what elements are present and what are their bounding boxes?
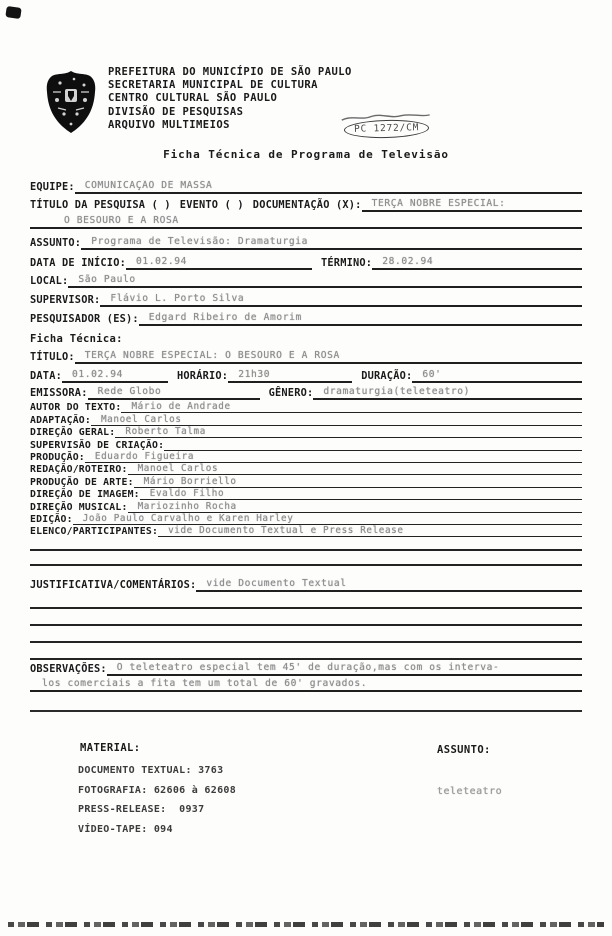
data-value: 01.02.94 — [62, 369, 168, 383]
justificativa-label: JUSTIFICATIVA/COMENTÁRIOS: — [30, 579, 197, 591]
org-line-4: DIVISÃO DE PESQUISAS — [108, 105, 244, 118]
org-lines — [108, 66, 352, 132]
edicao-value: João Paulo Carvalho e Karen Harley — [73, 513, 582, 525]
evento-checkbox-label: EVENTO ( ) — [179, 199, 244, 211]
local-value: São Paulo — [68, 274, 582, 288]
datas-row — [30, 250, 582, 270]
tipo-value-line2: O BESOURO E A ROSA — [30, 215, 582, 229]
titulo-row — [30, 346, 582, 364]
observacoes-row — [30, 660, 582, 676]
credits-section — [30, 401, 582, 566]
fotografia-value: 62606 à 62608 — [153, 784, 237, 796]
document-header — [44, 66, 352, 134]
redacao-roteiro-value: Manoel Carlos — [128, 463, 582, 475]
tipo-row — [30, 194, 582, 212]
direcao-imagem-label: DIREÇÃO DE IMAGEM: — [30, 489, 140, 501]
form-title: Ficha Técnica de Programa de Televisão — [163, 148, 449, 161]
observacoes-section — [30, 660, 582, 692]
org-line-1: PREFEITURA DO MUNICÍPIO DE SÃO PAULO — [108, 66, 352, 78]
elenco-label: ELENCO/PARTICIPANTES: — [30, 526, 159, 538]
observacoes-label: OBSERVAÇÕES: — [30, 663, 107, 675]
material-item — [78, 781, 236, 801]
data-label: DATA: — [30, 370, 62, 382]
doc-textual-value: 3763 — [198, 765, 224, 776]
termino-value: 28.02.94 — [372, 256, 582, 270]
sao-paulo-coat-of-arms-logo — [44, 70, 98, 134]
autor-texto-label: AUTOR DO TEXTO: — [30, 402, 122, 414]
identification-section — [30, 176, 582, 326]
assunto-heading: ASSUNTO: — [437, 744, 491, 756]
supervisao-criacao-label: SUPERVISÃO DE CRIAÇÃO: — [30, 439, 165, 451]
credit-row — [30, 463, 582, 475]
adaptacao-label: ADAPTAÇÃO: — [30, 414, 91, 426]
adaptacao-value: Manoel Carlos — [91, 414, 582, 426]
producao-label: PRODUÇÃO: — [30, 451, 85, 463]
org-line-2: SECRETARIA MUNICIPAL DE CULTURA — [108, 79, 318, 92]
video-tape-value: 094 — [153, 823, 173, 835]
titulo-pesquisa-checkbox-label: TÍTULO DA PESQUISA ( ) — [30, 199, 171, 211]
assunto-value: Programa de Televisão: Dramaturgia — [81, 236, 582, 250]
ficha-tecnica-section — [30, 346, 582, 400]
registry-stamp — [344, 119, 430, 139]
supervisor-row — [30, 288, 582, 307]
video-tape-label: VÍDEO-TAPE: — [78, 823, 148, 835]
stamp-code: PC 1272/CM — [344, 119, 430, 139]
scan-artifact-blob — [5, 6, 21, 19]
producao-arte-label: PRODUÇÃO DE ARTE: — [30, 476, 134, 488]
ficha-tecnica-heading: Ficha Técnica: — [30, 333, 123, 345]
assunto-classification-value: teleteatro — [437, 786, 503, 797]
tipo-row-line2 — [30, 212, 582, 229]
autor-texto-value: Mário de Andrade — [121, 401, 582, 413]
credit-row — [30, 413, 582, 425]
direcao-musical-value: Mariozinho Rocha — [128, 501, 582, 513]
producao-value: Eduardo Figueira — [85, 451, 582, 463]
pesquisador-label: PESQUISADOR (ES): — [30, 313, 139, 325]
material-item — [78, 820, 236, 840]
observacoes-line1: O teleteatro especial tem 45' de duração,mas com os interva- — [107, 662, 582, 676]
genero-value: dramaturgia(teleteatro) — [313, 386, 582, 400]
direcao-geral-value: Roberto Talma — [115, 426, 582, 438]
direcao-geral-label: DIREÇÃO GERAL: — [30, 427, 116, 439]
press-release-label: PRESS-RELEASE: — [78, 804, 167, 815]
pesquisador-row — [30, 307, 582, 326]
doc-textual-label: DOCUMENTO TEXTUAL: — [78, 765, 192, 776]
assunto-label: ASSUNTO: — [30, 237, 82, 249]
credit-row — [30, 525, 582, 537]
direcao-musical-label: DIREÇÃO MUSICAL: — [30, 501, 128, 513]
blank-line — [30, 700, 582, 712]
supervisor-label: SUPERVISOR: — [30, 294, 101, 306]
org-line-5: ARQUIVO MULTIMEIOS — [108, 118, 230, 131]
redacao-roteiro-label: REDAÇÃO/ROTEIRO: — [30, 464, 128, 476]
material-section — [78, 742, 236, 839]
blank-line — [30, 643, 582, 660]
termino-label: TÉRMINO: — [321, 257, 373, 269]
credit-row — [30, 513, 582, 525]
blank-line — [30, 551, 582, 566]
material-item — [78, 761, 236, 781]
horario-value: 21h30 — [228, 369, 352, 383]
elenco-value: vide Documento Textual e Press Release — [158, 525, 582, 537]
data-horario-duracao-row — [30, 364, 582, 383]
blank-line — [30, 540, 582, 551]
credit-row — [30, 488, 582, 500]
genero-label: GÊNERO: — [268, 387, 314, 399]
assunto-row — [30, 229, 582, 250]
tipo-value-line1: TERÇA NOBRE ESPECIAL: — [362, 198, 582, 212]
duracao-value: 60' — [412, 369, 582, 383]
titulo-label: TÍTULO: — [30, 351, 75, 363]
scan-artifact-bottom-strip — [8, 922, 604, 927]
equipe-row — [30, 176, 582, 194]
duracao-label: DURAÇÃO: — [361, 370, 413, 382]
justificativa-row — [30, 576, 582, 592]
observacoes-row2 — [30, 676, 582, 692]
horario-label: HORÁRIO: — [177, 370, 229, 382]
justificativa-section — [30, 576, 582, 660]
local-label: LOCAL: — [30, 275, 69, 287]
observacoes-line2: los comerciais a fita tem um total de 60' gravados. — [30, 678, 582, 692]
credit-row — [30, 500, 582, 512]
credit-row — [30, 451, 582, 463]
edicao-label: EDIÇÃO: — [30, 513, 73, 525]
justificativa-value: vide Documento Textual — [196, 578, 582, 592]
credit-row — [30, 426, 582, 438]
documentacao-checkbox-label: DOCUMENTAÇÃO (X): — [252, 199, 362, 211]
credit-row — [30, 401, 582, 413]
equipe-label: EQUIPE: — [30, 181, 75, 193]
equipe-value: COMUNICAÇÃO DE MASSA — [75, 180, 582, 194]
emissora-genero-row — [30, 383, 582, 400]
material-heading: MATERIAL: — [80, 742, 141, 754]
org-line-3: CENTRO CULTURAL SÃO PAULO — [108, 92, 278, 105]
titulo-value: TERÇA NOBRE ESPECIAL: O BESOURO E A ROSA — [75, 350, 582, 364]
pesquisador-value: Edgard Ribeiro de Amorim — [139, 312, 582, 326]
data-inicio-value: 01.02.94 — [126, 256, 312, 270]
emissora-value: Rede Globo — [88, 386, 260, 400]
emissora-label: EMISSORA: — [30, 387, 88, 399]
data-inicio-label: DATA DE INÍCIO: — [30, 257, 126, 269]
material-item — [78, 800, 236, 820]
local-row — [30, 270, 582, 288]
producao-arte-value: Mário Borriello — [134, 476, 582, 488]
blank-line — [30, 609, 582, 626]
direcao-imagem-value: Evaldo Filho — [140, 488, 582, 500]
blank-line — [30, 592, 582, 609]
credit-row — [30, 438, 582, 450]
press-release-value: 0937 — [179, 804, 205, 815]
fotografia-label: FOTOGRAFIA: — [78, 784, 148, 796]
supervisor-value: Flávio L. Porto Silva — [100, 293, 582, 307]
credit-row — [30, 475, 582, 487]
blank-line — [30, 626, 582, 643]
